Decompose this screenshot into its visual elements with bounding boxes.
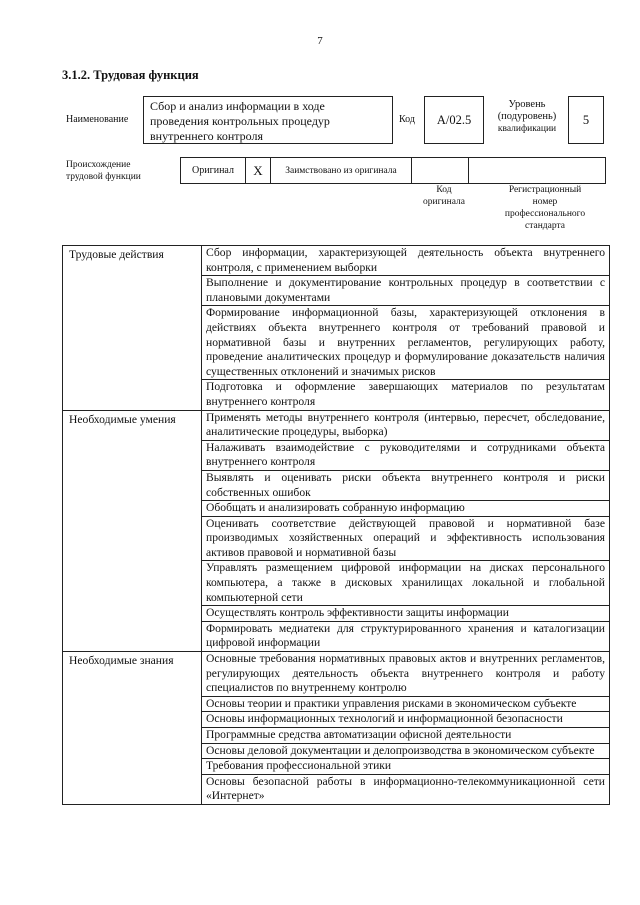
origin-row bbox=[180, 157, 606, 184]
level-label-line1: Уровень bbox=[508, 99, 546, 110]
item-cell: Требования профессиональной этики bbox=[202, 759, 610, 775]
item-cell: Оценивать соответствие действующей правовой и нормативной базе производимых хозяйственных операций и эффективность использования активов правовой и нормативной базы bbox=[202, 516, 610, 561]
level-label bbox=[488, 99, 566, 135]
reg-caption-line1: Регистрационный bbox=[508, 185, 582, 195]
item-cell: Подготовка и оформление завершающих материалов по результатам внутреннего контроля bbox=[202, 380, 610, 410]
item-cell: Основные требования нормативных правовых актов и внутренних регламентов, регулирующих деятельность объекта внутреннего контроля и работу специалистов по внутреннему контролю bbox=[202, 652, 610, 697]
table-row bbox=[63, 652, 610, 697]
level-box bbox=[568, 96, 604, 144]
item-cell: Основы теории и практики управления рисками в экономическом субъекте bbox=[202, 696, 610, 712]
borrowed-label: Заимствовано из оригинала bbox=[285, 165, 397, 176]
function-name-box bbox=[143, 96, 393, 144]
page-number: 7 bbox=[317, 35, 323, 47]
level-value: 5 bbox=[582, 112, 590, 127]
original-mark: X bbox=[253, 162, 263, 178]
item-cell: Обобщать и анализировать собранную информацию bbox=[202, 501, 610, 517]
function-table bbox=[62, 245, 610, 805]
item-cell: Программные средства автоматизации офисной деятельности bbox=[202, 728, 610, 744]
item-cell: Основы безопасной работы в информационно-телекоммуникационной сети «Интернет» bbox=[202, 774, 610, 804]
code-value: A/02.5 bbox=[436, 112, 472, 127]
original-mark-cell bbox=[245, 157, 271, 184]
item-cell: Формирование информационной базы, характеризующей отклонения в действиях объекта внутреннего контроля от требований правовой и нормативной базы и внутренних регламентов, регулирующих работу, проведение аналитических процедур и формулирование доказательств наличия существенных отклонений и значимых рисков bbox=[202, 306, 610, 380]
reg-caption-line4: стандарта bbox=[525, 221, 565, 231]
code-label: Код bbox=[399, 114, 415, 125]
level-label-line2: (подуровень) bbox=[497, 111, 557, 122]
category-cell: Необходимые умения bbox=[63, 410, 202, 652]
item-cell: Применять методы внутреннего контроля (интервью, пересчет, обследование, аналитические процедуры, выборка) bbox=[202, 410, 610, 440]
level-label-line3: квалификации bbox=[497, 124, 557, 134]
original-cell bbox=[180, 157, 246, 184]
table-row bbox=[63, 246, 610, 276]
item-cell: Налаживать взаимодействие с руководителями и сотрудниками объекта внутреннего контроля bbox=[202, 440, 610, 470]
origin-label-line1: Происхождение bbox=[66, 160, 131, 170]
item-cell: Основы информационных технологий и информационной безопасности bbox=[202, 712, 610, 728]
code-caption bbox=[415, 184, 473, 208]
borrowed-cell bbox=[270, 157, 412, 184]
reg-caption bbox=[476, 184, 614, 232]
code-caption-line2: оригинала bbox=[423, 197, 465, 207]
reg-caption-line2: номер bbox=[532, 197, 558, 207]
item-cell: Осуществлять контроль эффективности защиты информации bbox=[202, 606, 610, 622]
original-label: Оригинал bbox=[192, 165, 234, 176]
item-cell: Выявлять и оценивать риски объекта внутреннего контроля и риски собственных ошибок bbox=[202, 470, 610, 500]
table-row bbox=[63, 410, 610, 440]
reg-number-cell bbox=[468, 157, 606, 184]
section-title: 3.1.2. Трудовая функция bbox=[62, 68, 199, 82]
original-code-cell bbox=[411, 157, 469, 184]
code-caption-line1: Код bbox=[436, 185, 452, 195]
item-cell: Сбор информации, характеризующей деятельность объекта внутреннего контроля, с применением выборки bbox=[202, 246, 610, 276]
item-cell: Основы деловой документации и делопроизводства в экономическом субъекте bbox=[202, 743, 610, 759]
reg-caption-line3: профессионального bbox=[504, 209, 586, 219]
item-cell: Выполнение и документирование контрольных процедур в соответствии с плановыми документами bbox=[202, 276, 610, 306]
item-cell: Формировать медиатеки для структурированного хранения и каталогизации цифровой информации bbox=[202, 621, 610, 651]
function-name: Сбор и анализ информации в ходе проведения контрольных процедур внутреннего контроля bbox=[150, 99, 330, 143]
category-cell: Трудовые действия bbox=[63, 246, 202, 411]
item-cell: Управлять размещением цифровой информации на дисках персонального компьютера, а также в дисковых хранилищах локальной и глобальной компьютерной сети bbox=[202, 561, 610, 606]
code-box bbox=[424, 96, 484, 144]
category-cell: Необходимые знания bbox=[63, 652, 202, 805]
name-label: Наименование bbox=[66, 114, 129, 125]
origin-label bbox=[66, 159, 141, 183]
origin-label-line2: трудовой функции bbox=[66, 172, 141, 182]
